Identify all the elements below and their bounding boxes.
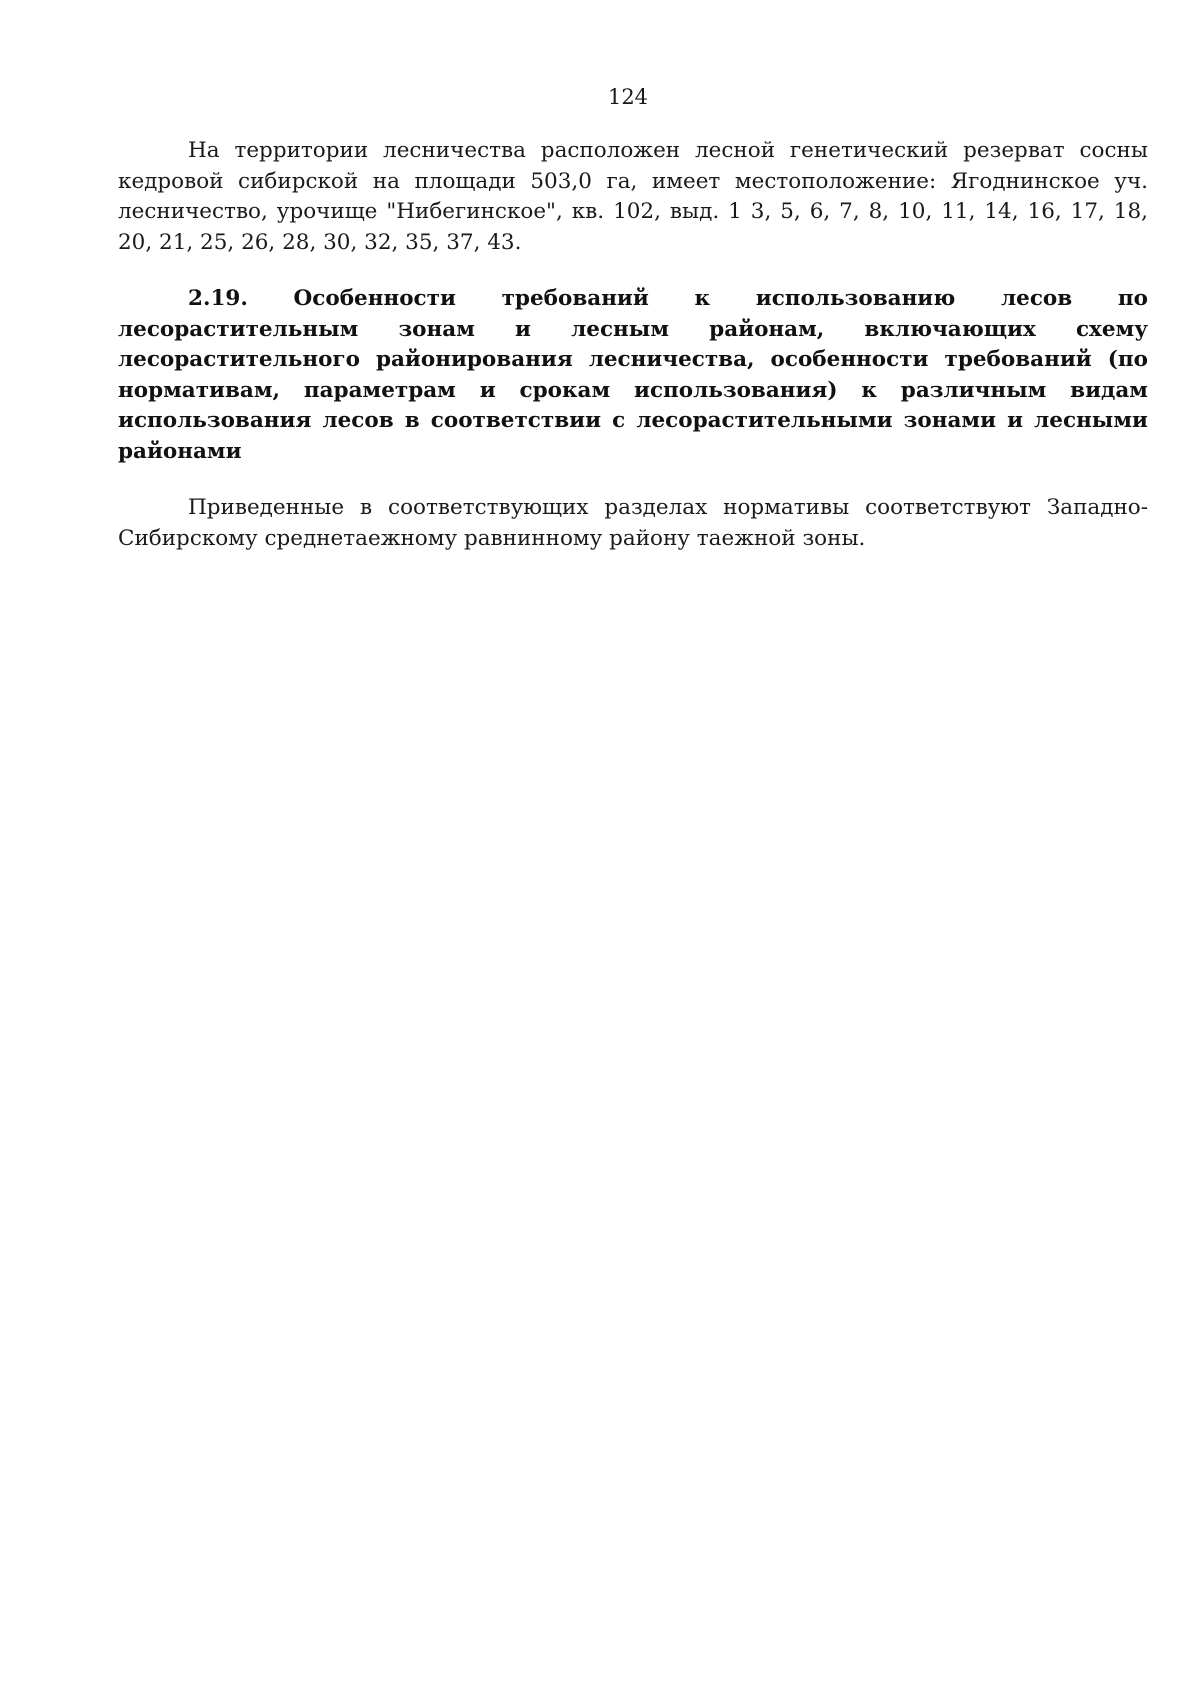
paragraph-norms: Приведенные в соответствующих разделах нормативы соответствуют Западно-Сибирскому среднетаежному равнинному району таежной зоны. — [118, 495, 1148, 551]
page-content — [118, 136, 1148, 554]
section-heading-2-19: 2.19. Особенности требований к использованию лесов по лесорастительным зонам и лесным районам, включающих схему лесорастительного районирования лесничества, особенности требований (по нормативам, параметрам и срокам использования) к различным видам использования лесов в соответствии с лесорастительными зонами и лесными районами — [118, 286, 1148, 464]
paragraph-genetic-reserve: На территории лесничества расположен лесной генетический резерват сосны кедровой сибирской на площади 503,0 га, имеет местоположение: Ягоднинское уч. лесничество, урочище "Нибегинское", кв. 102, выд. 1 3, 5, 6, 7, 8, 10, 11, 14, 16, 17, 18, 20, 21, 25, 26, 28, 30, 32, 35, 37, 43. — [118, 138, 1148, 255]
page-number: 124 — [607, 85, 649, 109]
